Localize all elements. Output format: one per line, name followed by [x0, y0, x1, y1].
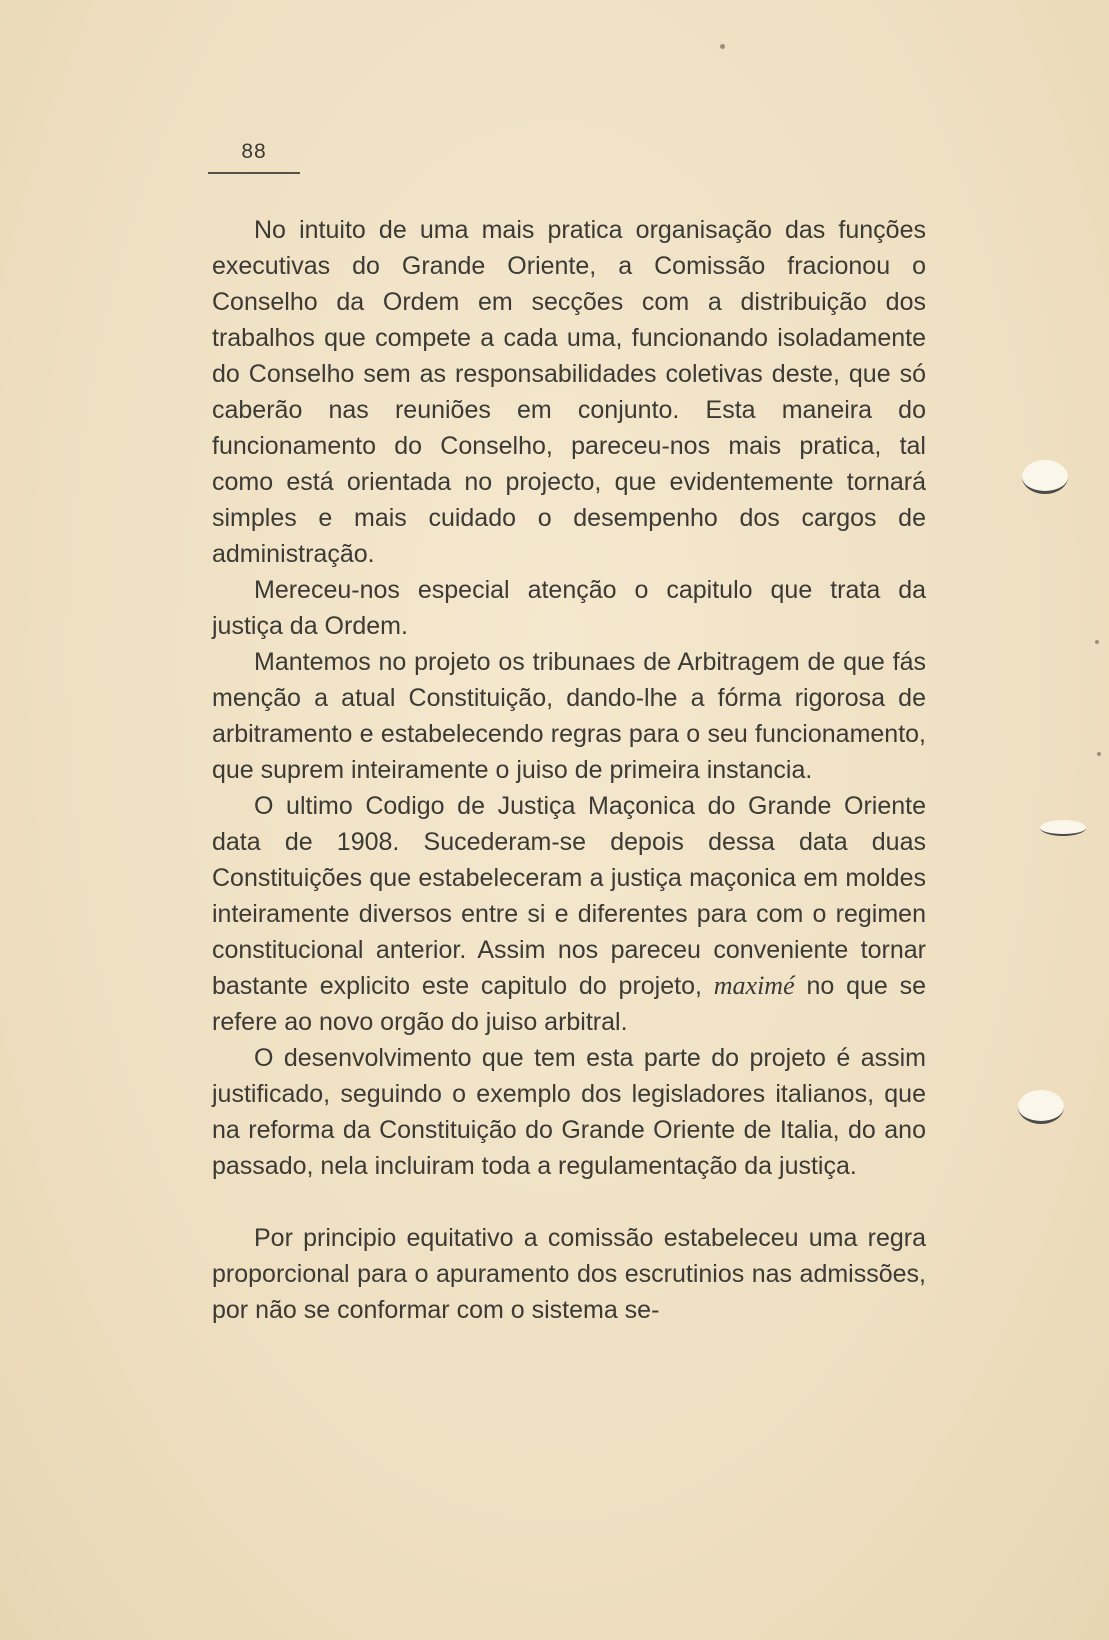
paragraph-text: O ultimo Codigo de Justiça Maçonica do Grande Oriente data de 1908. Sucederam-se depois dessa data duas Constituições que estabeleceram a justiça maçonica em moldes inteiramente diversos entre si e diferentes para com o regimen constitucional anterior. Assim nos pareceu conveniente tornar bastante explicito este capitulo do projeto,	[212, 792, 926, 1000]
italic-term: maximé	[713, 971, 795, 1000]
paragraph	[212, 572, 926, 644]
paper-speck	[720, 44, 725, 49]
paragraph	[212, 788, 926, 1040]
paragraph	[212, 1220, 926, 1328]
paragraph-text: no que se refere ao novo orgão do juiso arbitral.	[212, 972, 926, 1036]
punch-hole	[1018, 1090, 1064, 1124]
paper-speck	[1097, 752, 1101, 756]
paragraph-text: Por principio equitativo a comissão estabeleceu uma regra proporcional para o apuramento dos escrutinios nas admissões, por não se conformar com o sistema se-	[212, 1224, 926, 1324]
paragraph-text: Mereceu-nos especial atenção o capitulo que trata da justiça da Ordem.	[212, 576, 926, 640]
punch-hole	[1022, 460, 1068, 494]
paragraph-text: No intuito de uma mais pratica organisação das funções executivas do Grande Oriente, a Comissão fracionou o Conselho da Ordem em secções com a distribuição dos trabalhos que compete a cada uma, funcionando isoladamente do Conselho sem as responsabilidades coletivas deste, que só caberão nas reuniões em conjunto. Esta maneira do funcionamento do Conselho, pareceu-nos mais pratica, tal como está orientada no projecto, que evidentemente tornará simples e mais cuidado o desempenho dos cargos de administração.	[212, 216, 926, 568]
paragraph-text: O desenvolvimento que tem esta parte do projeto é assim justificado, seguindo o exemplo dos legisladores italianos, que na reforma da Constituição do Grande Oriente de Italia, do ano passado, nela incluiram toda a regulamentação da justiça.	[212, 1044, 926, 1180]
paragraph	[212, 212, 926, 572]
text-body	[212, 212, 926, 1328]
paragraph	[212, 644, 926, 788]
paragraph-text: Mantemos no projeto os tribunaes de Arbitragem de que fás menção a atual Constituição, dando-lhe a fórma rigorosa de arbitramento e estabelecendo regras para o seu funcionamento, que suprem inteiramente o juiso de primeira instancia.	[212, 648, 926, 784]
page-number: 88	[241, 140, 267, 163]
paragraph	[212, 1040, 926, 1184]
punch-hole	[1040, 820, 1086, 836]
page-number-rule	[208, 172, 300, 174]
paper-speck	[1095, 640, 1099, 644]
